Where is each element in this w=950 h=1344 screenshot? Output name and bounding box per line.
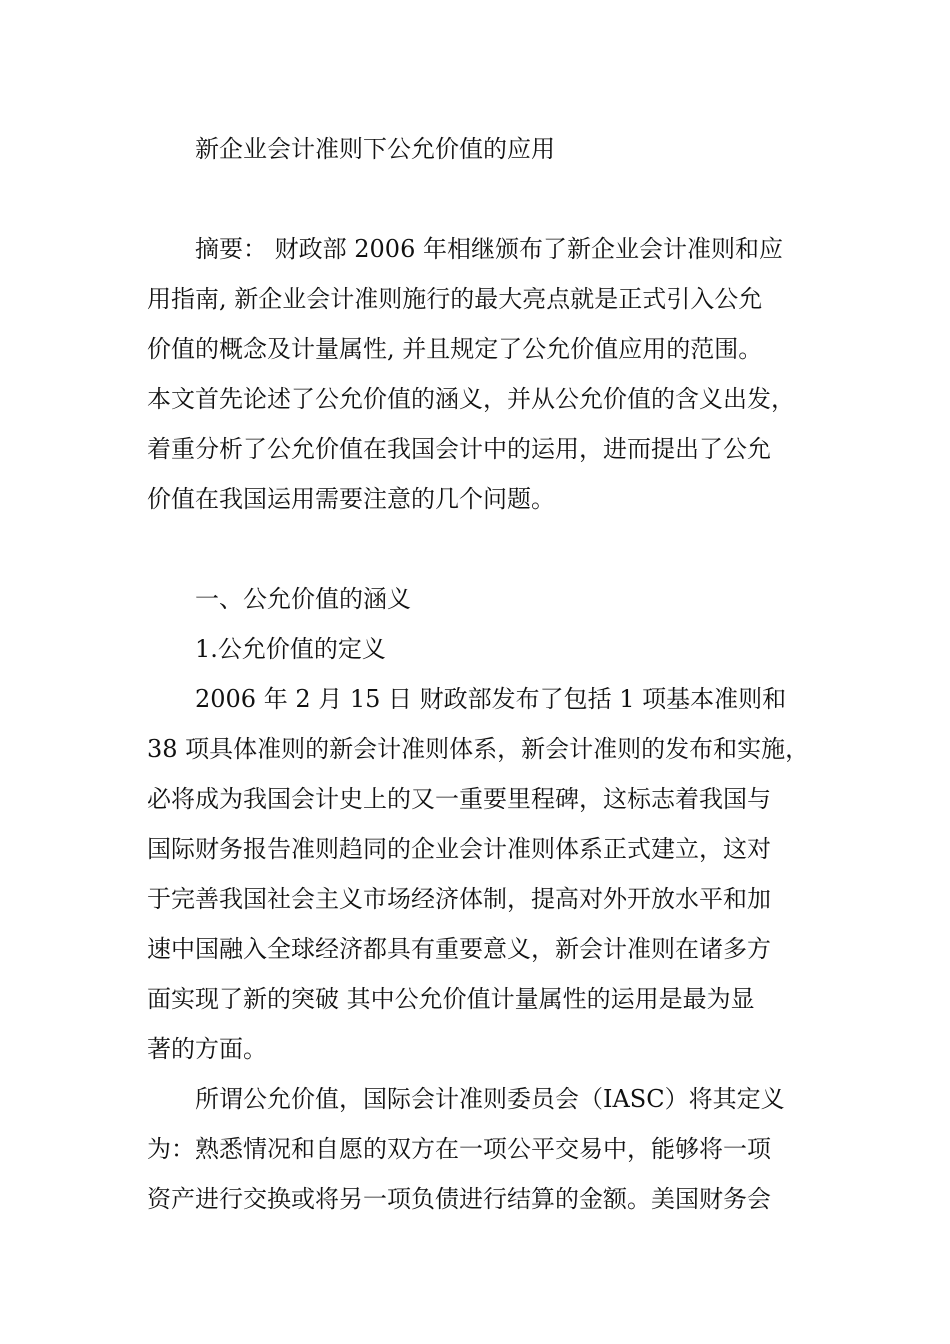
abstract-line: 着重分析了公允价值在我国会计中的运用，进而提出了公允 <box>147 435 771 463</box>
paragraph-line: 必将成为我国会计史上的又一重要里程碑，这标志着我国与 <box>147 785 771 813</box>
abstract-line: 价值在我国运用需要注意的几个问题。 <box>147 485 555 513</box>
paragraph-line: 资产进行交换或将另一项负债进行结算的金额。美国财务会 <box>147 1185 771 1213</box>
paragraph-line: 38 项具体准则的新会计准则体系，新会计准则的发布和实施， <box>147 735 810 763</box>
paragraph-line: 速中国融入全球经济都具有重要意义，新会计准则在诸多方 <box>147 935 771 963</box>
abstract-line: 本文首先论述了公允价值的涵义，并从公允价值的含义出发， <box>147 385 795 413</box>
document-title: 新企业会计准则下公允价值的应用 <box>195 135 555 163</box>
paragraph-line: 著的方面。 <box>147 1035 267 1063</box>
section-heading: 一、公允价值的涵义 <box>195 585 411 613</box>
paragraph-line: 2006 年 2 月 15 日 财政部发布了包括 1 项基本准则和 <box>195 685 787 713</box>
subsection-heading: 1.公允价值的定义 <box>195 635 386 663</box>
abstract-line: 价值的概念及计量属性, 并且规定了公允价值应用的范围。 <box>147 335 763 363</box>
paragraph-line: 所谓公允价值，国际会计准则委员会（IASC）将其定义 <box>195 1085 785 1113</box>
paragraph-line: 为：熟悉情况和自愿的双方在一项公平交易中，能够将一项 <box>147 1135 771 1163</box>
paragraph-line: 面实现了新的突破 其中公允价值计量属性的运用是最为显 <box>147 985 755 1013</box>
abstract-line: 摘要： 财政部 2006 年相继颁布了新企业会计准则和应 <box>195 235 783 263</box>
paragraph-line: 国际财务报告准则趋同的企业会计准则体系正式建立，这对 <box>147 835 771 863</box>
abstract-line: 用指南, 新企业会计准则施行的最大亮点就是正式引入公允 <box>147 285 763 313</box>
paragraph-line: 于完善我国社会主义市场经济体制，提高对外开放水平和加 <box>147 885 771 913</box>
